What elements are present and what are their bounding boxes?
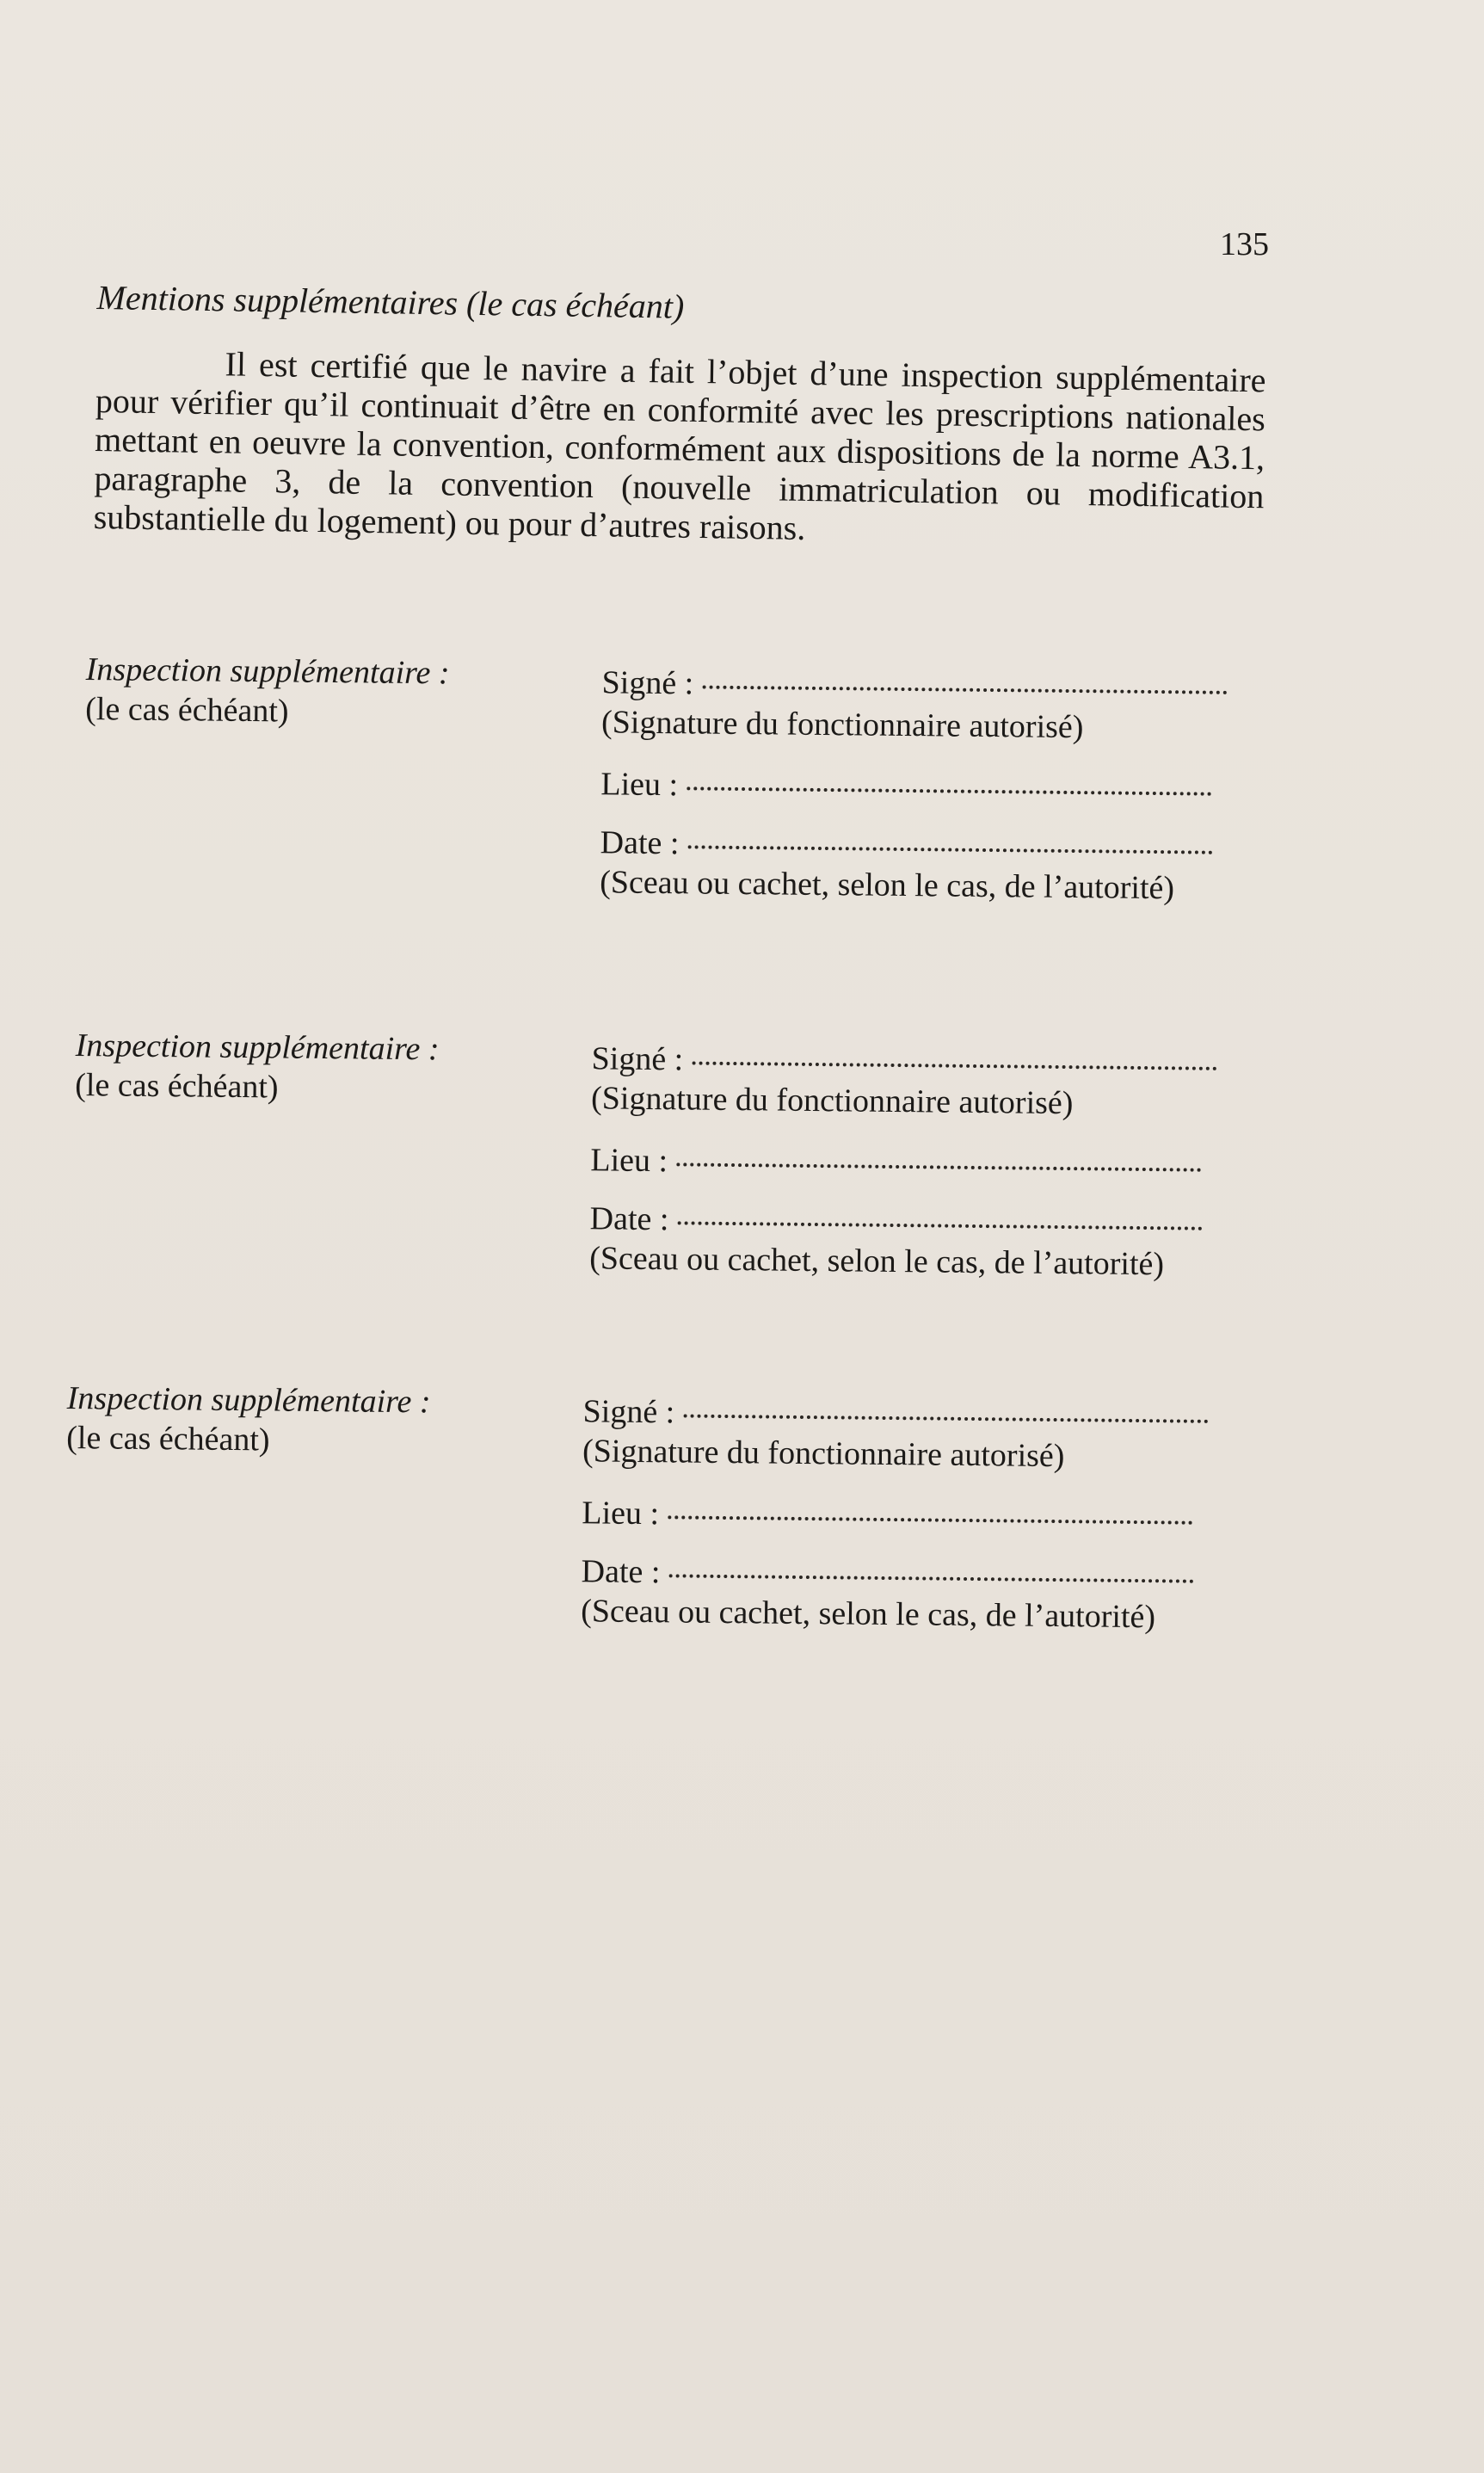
place-label: Lieu : [590,1142,668,1180]
signature-fields [581,1392,1254,1642]
signed-field[interactable] [692,1062,1216,1070]
date-field[interactable] [687,845,1212,854]
signed-row [582,1392,1253,1439]
place-field[interactable] [676,1162,1201,1171]
date-note: (Sceau ou cachet, selon le cas, de l’autorité) [599,864,1175,907]
date-row [600,823,1271,870]
place-field[interactable] [687,786,1211,795]
place-label: Lieu : [600,766,679,804]
place-row [582,1494,1253,1540]
signature-fields [600,663,1273,913]
inspection-block [73,1026,1280,1323]
date-row [581,1552,1252,1599]
inspection-sublabel: (le cas échéant) [75,1066,279,1106]
inspection-heading [85,650,450,732]
intro-paragraph: Il est certifié que le navire a fait l’objet d’une inspection supplémentaire pour vérifier qu’il continuait d’être en conformité avec les prescriptions nationales mettant en oeuvre la convention, conformément aux dispositions de la norme A3.1, paragraphe 3, de la convention (nouvelle immatriculation ou modification substantielle du logement) ou pour d’autres raisons. [93,344,1266,547]
signed-note: (Signature du fonctionnaire autorisé) [600,704,1084,746]
date-field[interactable] [677,1221,1202,1230]
date-label: Date : [589,1200,669,1238]
date-label: Date : [581,1553,661,1591]
inspection-heading [66,1378,431,1461]
inspection-sublabel: (le cas échéant) [66,1419,270,1459]
date-note: (Sceau ou cachet, selon le cas, de l’autorité) [580,1593,1156,1636]
place-row [590,1141,1261,1187]
section-title: Mentions supplémentaires (le cas échéant) [96,277,685,326]
signed-row [591,1039,1262,1086]
inspection-heading [75,1026,440,1108]
date-row [589,1199,1260,1246]
place-field[interactable] [668,1515,1192,1524]
signed-label: Signé : [591,1040,684,1078]
inspection-label: Inspection supplémentaire : [85,651,450,692]
inspection-label: Inspection supplémentaire : [75,1027,440,1068]
page-number: 135 [1220,226,1269,262]
inspection-sublabel: (le cas échéant) [85,690,289,730]
signed-field[interactable] [683,1415,1208,1423]
date-label: Date : [600,824,680,862]
signed-label: Signé : [601,664,694,702]
inspection-block [65,1378,1272,1675]
date-field[interactable] [668,1574,1193,1582]
signed-field[interactable] [702,686,1227,694]
place-label: Lieu : [582,1495,660,1533]
signed-note: (Signature du fonctionnaire autorisé) [590,1080,1074,1122]
signed-row [601,663,1272,710]
place-row [600,765,1272,811]
date-note: (Sceau ou cachet, selon le cas, de l’autorité) [588,1240,1165,1283]
inspection-block [83,650,1290,947]
inspection-label: Inspection supplémentaire : [66,1379,431,1421]
signed-label: Signé : [582,1393,675,1431]
signature-fields [589,1039,1263,1289]
signed-note: (Signature du fonctionnaire autorisé) [582,1433,1065,1475]
